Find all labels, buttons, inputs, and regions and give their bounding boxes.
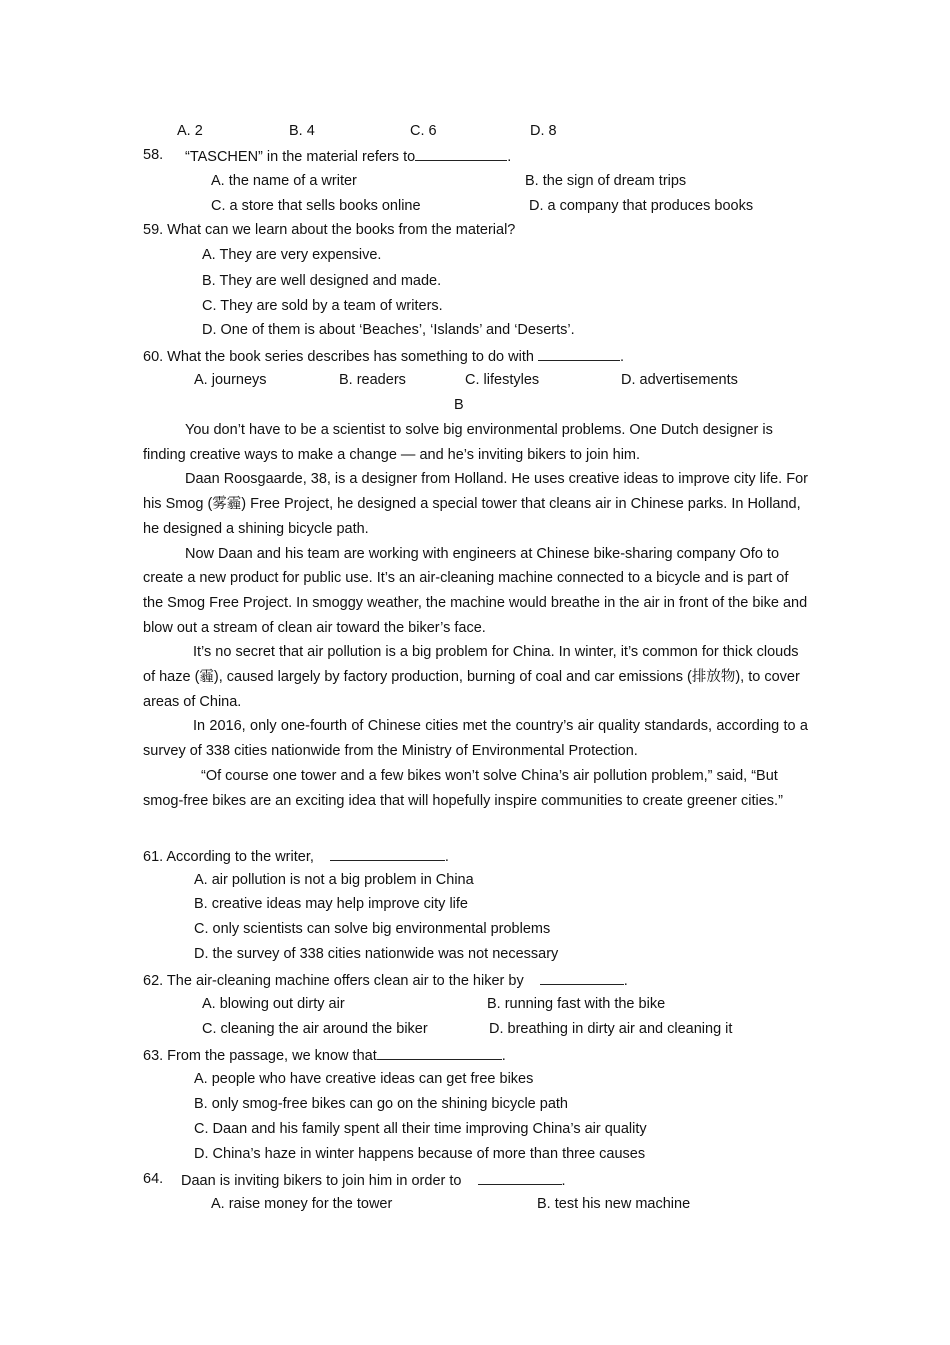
- q61-option-b: B. creative ideas may help improve city life: [194, 896, 468, 912]
- q57-option-d: D. 8: [530, 123, 557, 139]
- q63-option-a: A. people who have creative ideas can get free bikes: [194, 1071, 534, 1087]
- passage-paragraph: Now Daan and his team are working with engineers at Chinese bike-sharing company Ofo to create a new product for public use. It’s an air-cleaning machine connected to a bicycle and is part of the Smog Free Project. In smoggy weather, the machine would breathe in the air in front of the bike and blow out a stream of clean air toward the biker’s face.: [143, 545, 808, 636]
- q58-option-b: B. the sign of dream trips: [525, 173, 687, 189]
- q62-stem: 62. The air-cleaning machine offers clean air to the hiker by .: [143, 970, 628, 990]
- answer-blank: [415, 146, 507, 161]
- answer-blank: [538, 346, 620, 361]
- q63-option-c: C. Daan and his family spent all their time improving China’s air quality: [194, 1121, 647, 1137]
- q57-option-c: C. 6: [410, 123, 437, 139]
- q60-stem: 60. What the book series describes has something to do with .: [143, 346, 624, 366]
- q58-option-d: D. a company that produces books: [529, 198, 754, 214]
- q60-option-b: B. readers: [339, 372, 406, 388]
- q61-option-a: A. air pollution is not a big problem in China: [194, 872, 474, 888]
- q58-number: 58.: [143, 147, 164, 163]
- q63-option-d: D. China’s haze in winter happens because of more than three causes: [194, 1146, 646, 1162]
- answer-blank: [330, 846, 445, 861]
- q57-option-a: A. 2: [177, 123, 203, 139]
- q59-option-d: D. One of them is about ‘Beaches’, ‘Islands’ and ‘Deserts’.: [202, 322, 575, 338]
- section-label: B: [454, 397, 464, 413]
- q59-option-b: B. They are well designed and made.: [202, 273, 442, 289]
- passage-paragraph: Daan Roosgaarde, 38, is a designer from Holland. He uses creative ideas to improve city life. For his Smog (雾霾) Free Project, he designed a special tower that cleans air in Chinese parks. In Holland, he designed a shining bicycle path.: [143, 471, 808, 537]
- q61-option-d: D. the survey of 338 cities nationwide was not necessary: [194, 946, 559, 962]
- q60-option-a: A. journeys: [194, 372, 267, 388]
- q63-option-b: B. only smog-free bikes can go on the shining bicycle path: [194, 1096, 568, 1112]
- q62-option-c: C. cleaning the air around the biker: [202, 1021, 428, 1037]
- passage-paragraph: “Of course one tower and a few bikes won’t solve China’s air pollution problem,” said, “But smog-free bikes are an exciting idea that will hopefully inspire communities to create greener cities.”: [143, 767, 783, 809]
- q57-option-b: B. 4: [289, 123, 315, 139]
- q61-option-c: C. only scientists can solve big environmental problems: [194, 921, 551, 937]
- answer-blank: [478, 1170, 562, 1185]
- passage-paragraph: It’s no secret that air pollution is a big problem for China. In winter, it’s common for thick clouds of haze (霾), caused largely by factory production, burning of coal and car emissions (排放物), to cover areas of China.: [143, 644, 800, 710]
- answer-blank: [377, 1045, 502, 1060]
- q64-option-b: B. test his new machine: [537, 1196, 691, 1212]
- answer-blank: [540, 970, 624, 985]
- q58-option-a: A. the name of a writer: [211, 173, 357, 189]
- passage-paragraph: In 2016, only one-fourth of Chinese cities met the country’s air quality standards, according to a survey of 338 cities nationwide from the Ministry of Environmental Protection.: [143, 718, 808, 760]
- q61-stem: 61. According to the writer, .: [143, 846, 449, 866]
- q58-stem: “TASCHEN” in the material refers to .: [185, 146, 511, 166]
- q64-number: 64.: [143, 1171, 164, 1187]
- q60-option-d: D. advertisements: [621, 372, 738, 388]
- passage-paragraph: You don’t have to be a scientist to solve big environmental problems. One Dutch designer is finding creative ways to make a change — and he’s inviting bikers to join him.: [143, 422, 773, 463]
- q64-stem: Daan is inviting bikers to join him in order to .: [181, 1170, 566, 1190]
- q62-option-b: B. running fast with the bike: [487, 996, 666, 1012]
- q59-option-a: A. They are very expensive.: [202, 247, 382, 263]
- reading-passage: [143, 418, 808, 813]
- q64-option-a: A. raise money for the tower: [211, 1196, 393, 1212]
- q62-option-d: D. breathing in dirty air and cleaning it: [489, 1021, 733, 1037]
- q59-option-c: C. They are sold by a team of writers.: [202, 298, 443, 314]
- q62-option-a: A. blowing out dirty air: [202, 996, 345, 1012]
- q60-option-c: C. lifestyles: [465, 372, 540, 388]
- q59-stem: 59. What can we learn about the books from the material?: [143, 222, 516, 238]
- q63-stem: 63. From the passage, we know that .: [143, 1045, 506, 1065]
- q58-option-c: C. a store that sells books online: [211, 198, 421, 214]
